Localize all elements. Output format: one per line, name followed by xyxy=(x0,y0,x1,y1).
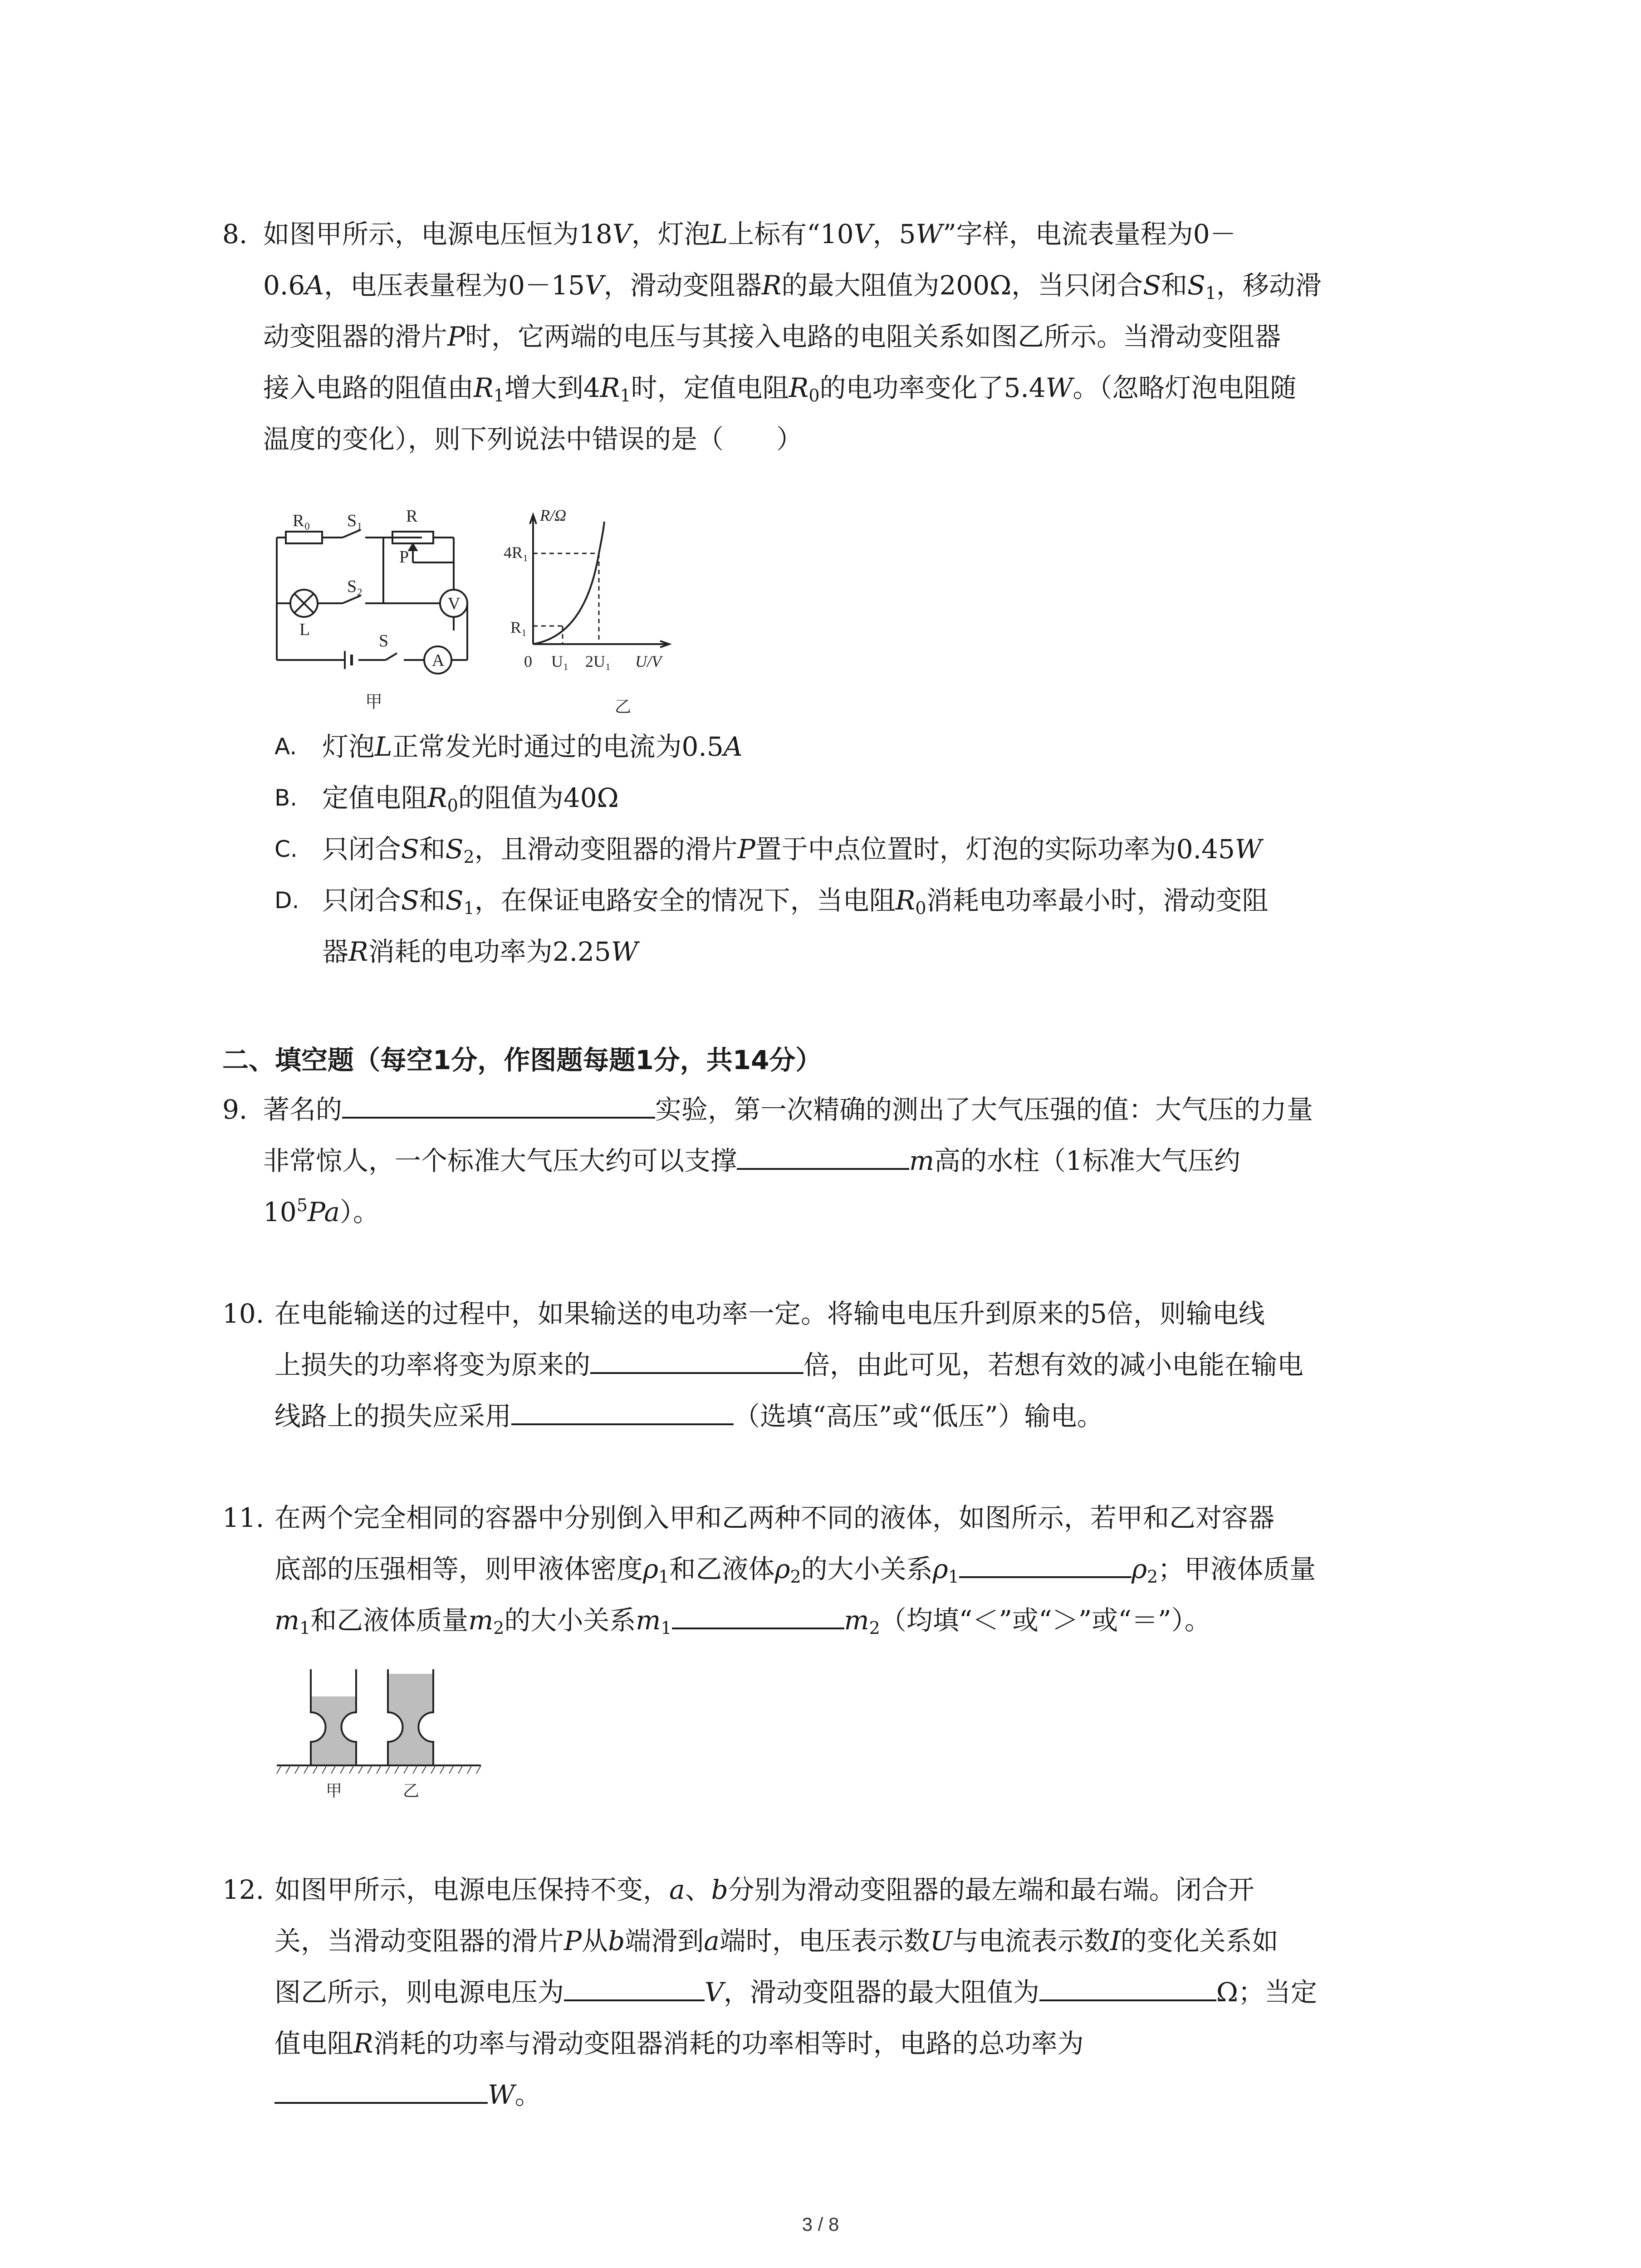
text-line: 线路上的损失应采用 （选填“高压”或“低压”）输电。 xyxy=(274,1391,1447,1442)
text-line: 温度的变化），则下列说法中错误的是（ ） xyxy=(263,424,803,455)
subscript: 1 xyxy=(493,386,505,406)
math-symbol: U xyxy=(930,1926,952,1956)
question-11 xyxy=(222,1492,1447,1646)
math-symbol: S xyxy=(401,885,419,916)
question-number: 10. xyxy=(222,1298,265,1329)
math-symbol: ρ xyxy=(1131,1554,1147,1584)
subscript: 1 xyxy=(1205,283,1216,303)
option-d-continued xyxy=(274,926,1454,978)
answer-blank[interactable] xyxy=(274,2075,488,2104)
text-line: 图乙所示，则电源电压为 V，滑动变阻器的最大阻值为 Ω；当定 xyxy=(274,1967,1447,2018)
subscript: 1 xyxy=(620,386,631,406)
math-symbol: a xyxy=(704,1926,720,1956)
graph-ylabel: R/Ω xyxy=(540,506,567,524)
answer-blank[interactable] xyxy=(959,1549,1132,1578)
question-number: 9. xyxy=(222,1094,248,1125)
math-symbol: S xyxy=(445,885,464,916)
math-symbol: m xyxy=(636,1605,661,1636)
label-p: P xyxy=(399,547,409,567)
subscript: 1 xyxy=(661,1618,672,1638)
question-text xyxy=(274,1288,1447,1442)
math-symbol: W xyxy=(1045,372,1073,403)
option-text: 只闭合S和$S_1$，在保证电路安全的情况下，当电阻$R_0$消耗电功率最小时，滑动变阻 xyxy=(322,885,1269,918)
math-symbol: Pa xyxy=(308,1197,340,1227)
graph-xlabel: U/V xyxy=(635,652,661,670)
question-number: 12. xyxy=(222,1874,265,1905)
math-symbol: ρ xyxy=(774,1554,790,1584)
text-line: 非常惊人，一个标准大气压大约可以支撑 m高的水柱（1标准大气压约 xyxy=(263,1135,1447,1187)
math-symbol: R xyxy=(600,372,620,403)
math-symbol: R xyxy=(761,270,782,301)
text-line: $10^5Pa$）。 xyxy=(263,1195,380,1227)
graph-ytick-4r1: 4R₁ xyxy=(504,543,529,562)
text-line: 0.6A，电压表量程为0－15V，滑动变阻器R的最大阻值为200Ω，当只闭合S和$S_1$，移动滑 xyxy=(263,270,1322,303)
q11-figure xyxy=(272,1660,490,1810)
subscript: 1 xyxy=(658,1567,670,1587)
answer-blank[interactable] xyxy=(737,1141,909,1170)
math-symbol: ρ xyxy=(932,1554,948,1584)
math-symbol: P xyxy=(447,321,465,352)
answer-blank[interactable] xyxy=(511,1396,734,1425)
text-line: 上损失的功率将变为原来的 倍，由此可见，若想有效的减小电能在输电 xyxy=(274,1339,1447,1391)
option-c xyxy=(274,824,1454,875)
text-line: 如图甲所示，电源电压恒为18V，灯泡L上标有“10V，5W”字样，电流表量程为0－ xyxy=(263,219,1236,249)
question-12 xyxy=(222,1864,1447,2121)
math-symbol: A xyxy=(305,270,324,301)
option-a xyxy=(274,721,1454,772)
math-symbol: ρ xyxy=(643,1554,659,1584)
math-symbol: V xyxy=(705,1977,724,2008)
math-symbol: R xyxy=(353,2028,373,2059)
caption-yi: 乙 xyxy=(615,698,632,716)
math-symbol: R xyxy=(895,885,916,916)
math-symbol: R xyxy=(474,372,494,403)
question-text xyxy=(274,1864,1447,2121)
question-text xyxy=(263,209,1447,465)
subscript: 2 xyxy=(493,1618,505,1638)
label-r: R xyxy=(406,507,418,526)
math-symbol: L xyxy=(710,219,728,249)
subscript: 1 xyxy=(299,1618,311,1638)
section-heading: 二、填空题（每空1分，作图题每题1分，共14分） xyxy=(222,1045,822,1075)
math-symbol: P xyxy=(737,834,755,865)
math-symbol: m xyxy=(844,1605,869,1636)
page-number: 3 / 8 xyxy=(802,2214,839,2235)
label-r0: R₀ xyxy=(293,511,310,530)
graph-ytick-r1: R₁ xyxy=(510,618,527,636)
math-symbol: V xyxy=(612,219,632,249)
math-symbol: m xyxy=(468,1605,494,1636)
option-b xyxy=(274,772,1454,824)
text-line: 如图甲所示，电源电压保持不变，a、b分别为滑动变阻器的最左端和最右端。闭合开 xyxy=(274,1874,1254,1905)
subscript: 2 xyxy=(869,1618,880,1638)
math-symbol: S xyxy=(445,834,464,865)
option-label: A. xyxy=(274,733,297,760)
question-10 xyxy=(222,1288,1447,1442)
graph-xtick-u1: U₁ xyxy=(551,652,569,670)
math-symbol: W xyxy=(611,936,638,967)
label-s1: S₁ xyxy=(347,511,363,530)
caption-jia: 甲 xyxy=(365,693,383,712)
label-v: V xyxy=(448,594,460,613)
math-symbol: W xyxy=(916,219,943,249)
caption-yi: 乙 xyxy=(403,1782,420,1800)
option-label: D. xyxy=(274,887,299,914)
math-symbol: R xyxy=(348,936,368,967)
question-9 xyxy=(222,1084,1447,1238)
math-symbol: m xyxy=(274,1605,299,1636)
text-line: 动变阻器的滑片P时，它两端的电压与其接入电路的电阻关系如图乙所示。当滑动变阻器 xyxy=(263,321,1281,352)
option-label: B. xyxy=(274,785,298,811)
answer-blank[interactable] xyxy=(342,1090,655,1119)
math-symbol: m xyxy=(909,1145,935,1176)
text-line: 著名的 实验，第一次精确的测出了大气压强的值：大气压的力量 xyxy=(263,1084,1447,1135)
question-number: 11. xyxy=(222,1502,265,1533)
text-line: W。 xyxy=(274,2069,1447,2121)
math-symbol: L xyxy=(375,731,392,762)
text-line: 关，当滑动变阻器的滑片P从b端滑到a端时，电压表示数U与电流表示数I的变化关系如 xyxy=(274,1926,1279,1956)
math-symbol: V xyxy=(853,219,873,249)
label-s: S xyxy=(379,631,389,650)
question-number: 8. xyxy=(222,219,248,249)
answer-blank[interactable] xyxy=(1039,1972,1216,2001)
graph-xtick-2u1: 2U₁ xyxy=(585,652,611,670)
caption-jia: 甲 xyxy=(326,1782,343,1800)
answer-blank[interactable] xyxy=(564,1972,705,2001)
math-symbol: W xyxy=(488,2079,515,2110)
math-symbol: R xyxy=(789,372,809,403)
math-symbol: S xyxy=(1143,270,1161,301)
superscript: 5 xyxy=(296,1195,308,1215)
subscript: 2 xyxy=(790,1567,801,1587)
subscript: 1 xyxy=(948,1567,959,1587)
option-text: 灯泡L正常发光时通过的电流为0.5A xyxy=(322,731,743,762)
subscript: 0 xyxy=(915,898,926,918)
question-text xyxy=(274,1492,1447,1646)
math-symbol: A xyxy=(723,731,743,762)
q8-figure xyxy=(268,503,694,721)
math-symbol: b xyxy=(711,1874,728,1905)
subscript: 2 xyxy=(463,847,475,867)
option-text: 器R消耗的电功率为2.25W xyxy=(322,936,638,967)
subscript: 2 xyxy=(1147,1567,1158,1587)
graph-xtick-0: 0 xyxy=(524,652,532,670)
label-l: L xyxy=(299,620,310,639)
math-symbol: S xyxy=(1187,270,1205,301)
math-symbol: V xyxy=(584,270,604,301)
math-symbol: b xyxy=(608,1926,625,1956)
label-s2: S₂ xyxy=(347,577,363,596)
math-symbol: a xyxy=(669,1874,685,1905)
math-symbol: W xyxy=(1234,834,1262,865)
math-symbol: P xyxy=(564,1926,582,1956)
text-line: 在两个完全相同的容器中分别倒入甲和乙两种不同的液体，如图所示，若甲和乙对容器 xyxy=(274,1502,1275,1533)
question-text xyxy=(263,1084,1447,1238)
text-line: $m_1$和乙液体质量$m_2$的大小关系$m_1$ $m_2$（均填“＜”或“＞”或“＝”）。 xyxy=(274,1595,1447,1646)
subscript: 0 xyxy=(447,796,458,816)
text-line: 在电能输送的过程中，如果输送的电功率一定。将输电电压升到原来的5倍，则输电线 xyxy=(274,1298,1265,1329)
answer-blank[interactable] xyxy=(590,1345,803,1374)
option-d xyxy=(274,875,1454,926)
text-line: 接入电路的阻值由$R_1$增大到$4R_1$时，定值电阻$R_0$的电功率变化了5.4W。（忽略灯泡电阻随 xyxy=(263,372,1297,406)
answer-blank[interactable] xyxy=(672,1600,844,1629)
label-a: A xyxy=(432,651,445,670)
option-label: C. xyxy=(274,836,298,862)
subscript: 0 xyxy=(808,386,820,406)
text-line: 值电阻R消耗的功率与滑动变阻器消耗的功率相等时，电路的总功率为 xyxy=(274,2028,1084,2059)
math-symbol: I xyxy=(1110,1926,1121,1956)
option-text: 定值电阻$R_0$的阻值为40Ω xyxy=(322,782,619,816)
subscript: 1 xyxy=(463,898,475,918)
math-symbol: R xyxy=(427,782,447,813)
option-text: 只闭合S和$S_2$，且滑动变阻器的滑片P置于中点位置时，灯泡的实际功率为0.45W xyxy=(322,834,1262,867)
question-8 xyxy=(222,209,1447,465)
text-line: 底部的压强相等，则甲液体密度$\rho_1$和乙液体$\rho_2$的大小关系$\rho_1$ $\rho_2$；甲液体质量 xyxy=(274,1544,1447,1595)
math-symbol: S xyxy=(401,834,419,865)
